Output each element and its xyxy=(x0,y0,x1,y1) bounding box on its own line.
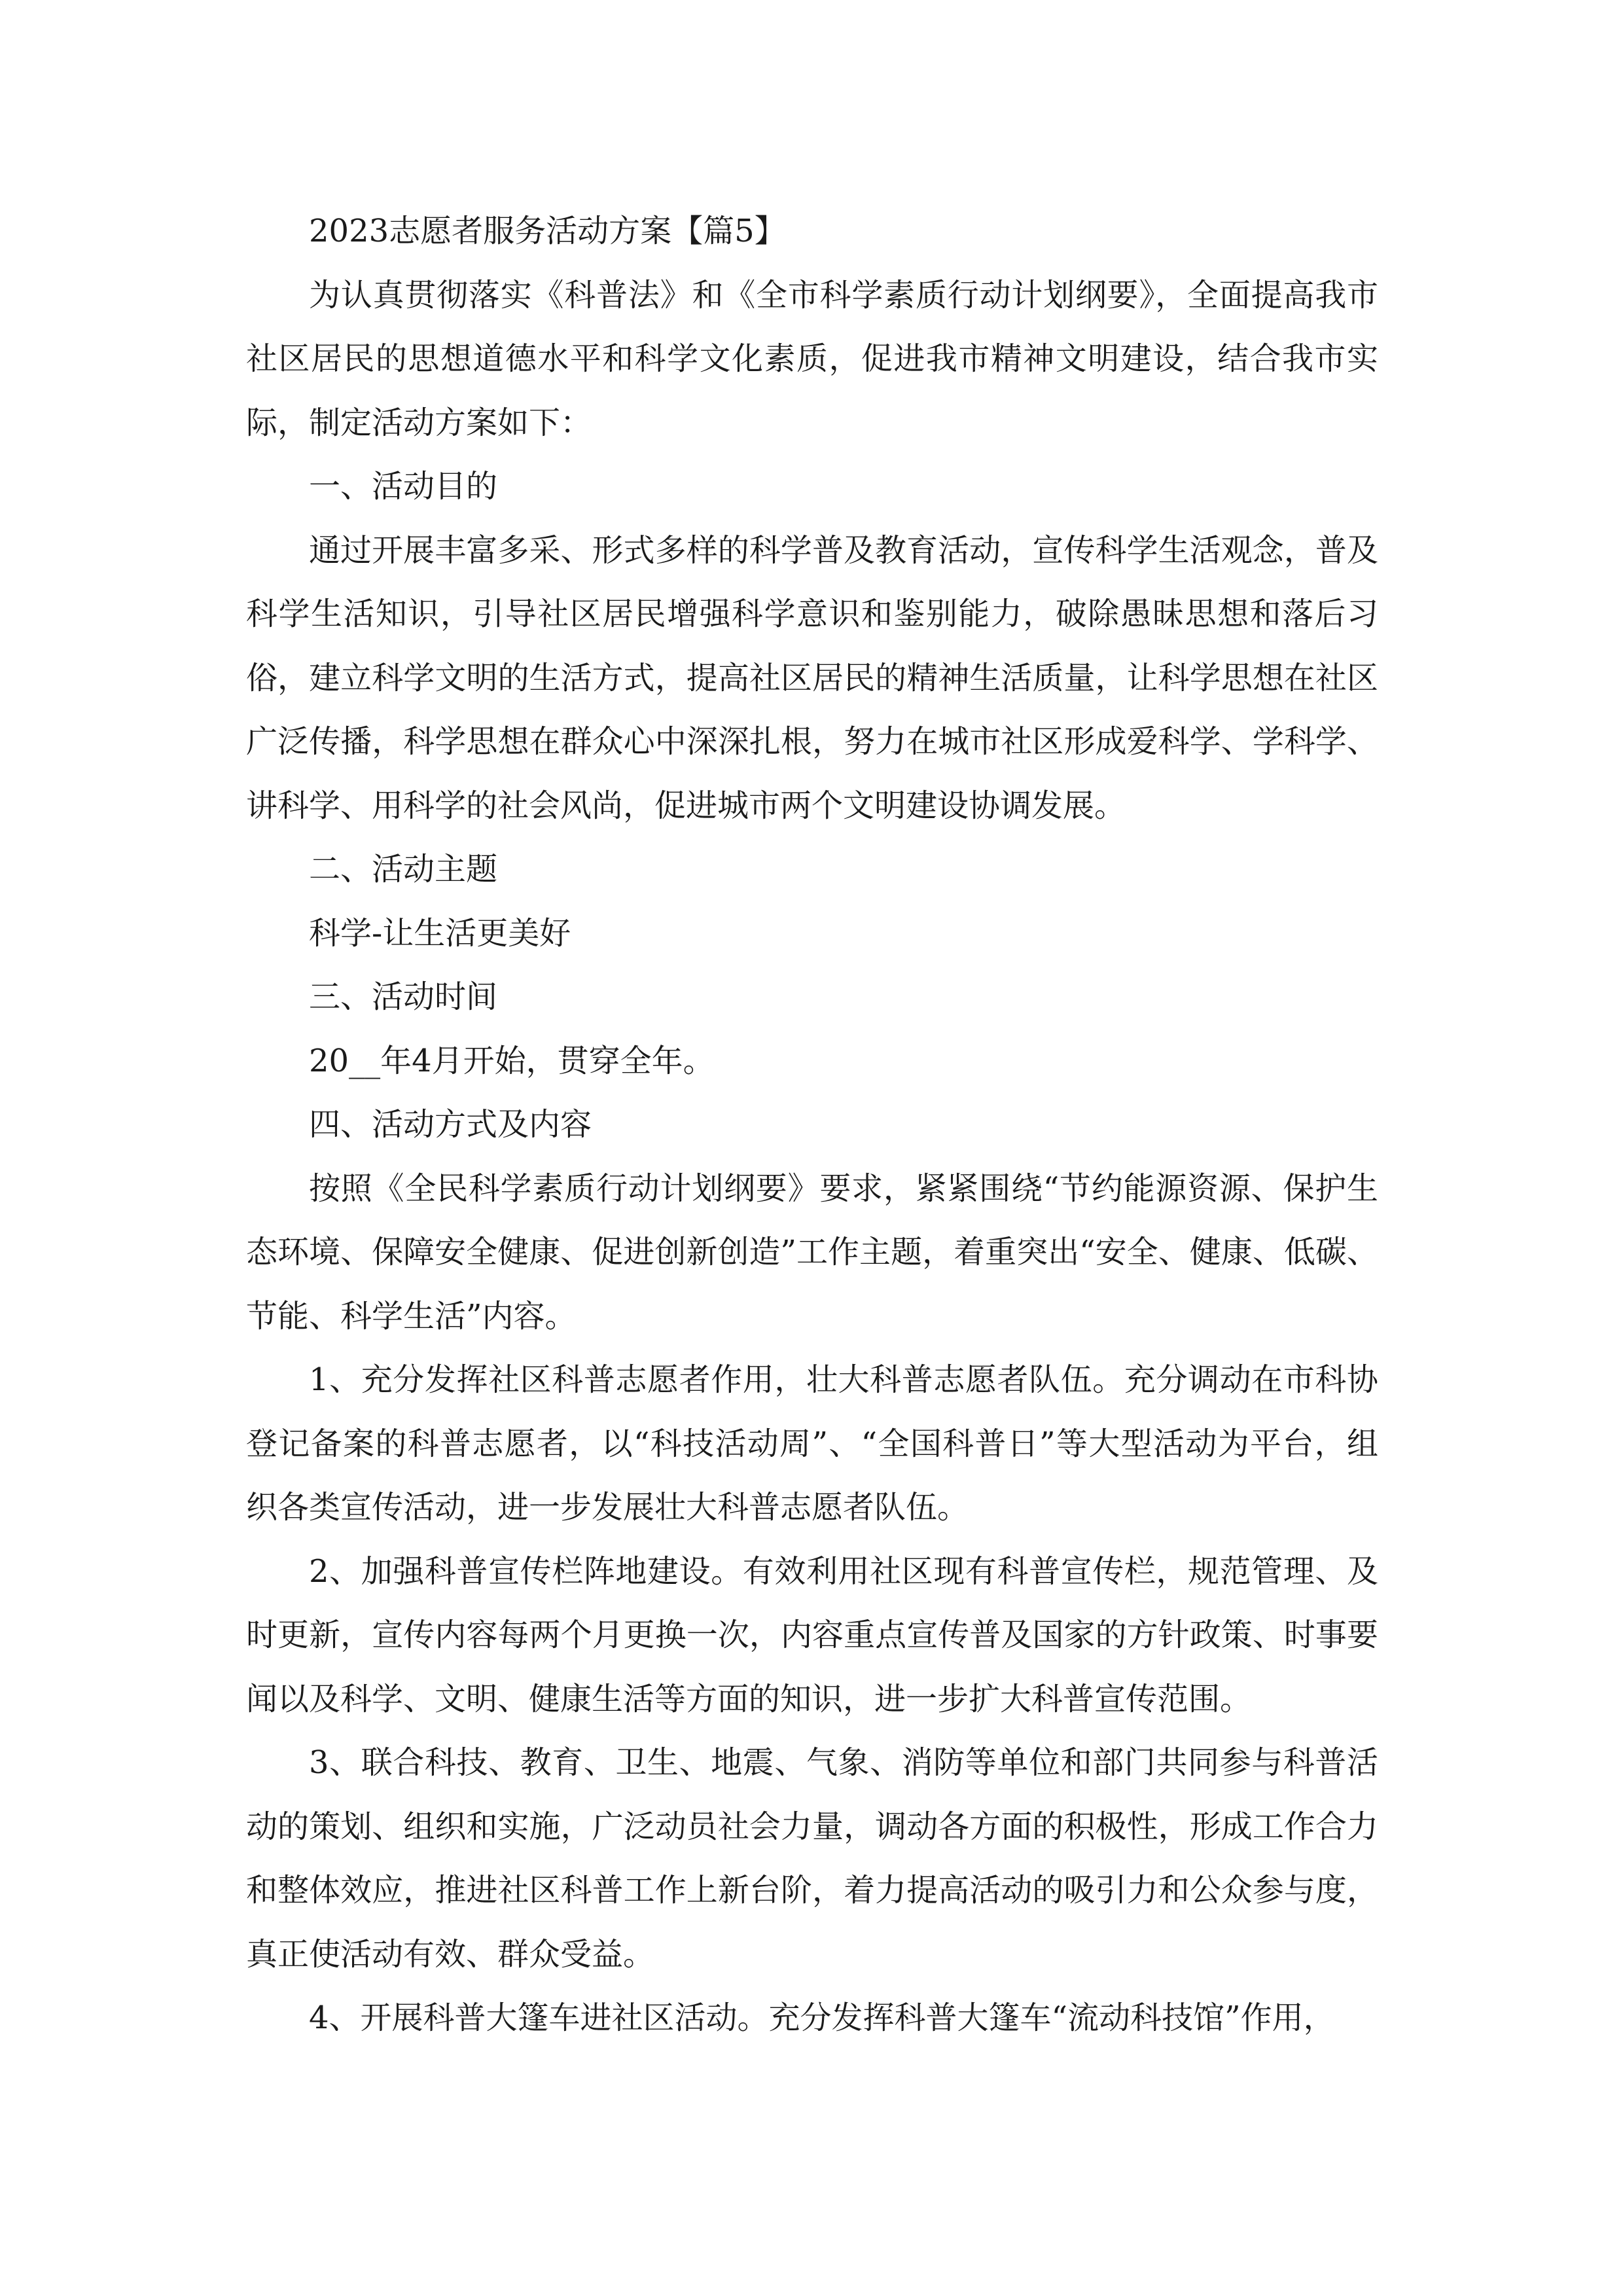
list-item-2: 2、加强科普宣传栏阵地建设。有效利用社区现有科普宣传栏，规范管理、及时更新，宣传内容每两个月更换一次，内容重点宣传普及国家的方针政策、时事要闻以及科学、文明、健康生活等方面的知识，进一步扩大科普宣传范围。 xyxy=(246,1552,1378,1717)
section-heading-theme: 二、活动主题 xyxy=(309,851,498,888)
document-title: 2023志愿者服务活动方案【篇5】 xyxy=(309,213,786,249)
document-body xyxy=(246,200,1378,2051)
list-item-1: 1、充分发挥社区科普志愿者作用，壮大科普志愿者队伍。充分调动在市科协登记备案的科普志愿者，以“科技活动周”、“全国科普日”等大型活动为平台，组织各类宣传活动，进一步发展壮大科普志愿者队伍。 xyxy=(246,1361,1378,1526)
section-heading-purpose: 一、活动目的 xyxy=(309,468,498,505)
list-item-4: 4、开展科普大篷车进社区活动。充分发挥科普大篷车“流动科技馆”作用， xyxy=(309,2000,1335,2036)
intro-paragraph: 为认真贯彻落实《科普法》和《全市科学素质行动计划纲要》，全面提高我市社区居民的思想道德水平和科学文化素质，促进我市精神文明建设，结合我市实际，制定活动方案如下： xyxy=(246,276,1378,441)
section-body-methods: 按照《全民科学素质行动计划纲要》要求，紧紧围绕“节约能源资源、保护生态环境、保障安全健康、促进创新创造”工作主题，着重突出“安全、健康、低碳、节能、科学生活”内容。 xyxy=(246,1170,1378,1335)
section-body-theme: 科学-让生活更美好 xyxy=(309,914,571,952)
section-body-purpose: 通过开展丰富多采、形式多样的科学普及教育活动，宣传科学生活观念，普及科学生活知识，引导社区居民增强科学意识和鉴别能力，破除愚昧思想和落后习俗，建立科学文明的生活方式，提高社区居民的精神生活质量，让科学思想在社区广泛传播，科学思想在群众心中深深扎根，努力在城市社区形成爱科学、学科学、讲科学、用科学的社会风尚，促进城市两个文明建设协调发展。 xyxy=(246,531,1378,824)
section-heading-time: 三、活动时间 xyxy=(309,978,498,1015)
section-heading-methods: 四、活动方式及内容 xyxy=(309,1106,592,1143)
list-item-3: 3、联合科技、教育、卫生、地震、气象、消防等单位和部门共同参与科普活动的策划、组织和实施，广泛动员社会力量，调动各方面的积极性，形成工作合力和整体效应，推进社区科普工作上新台阶，着力提高活动的吸引力和公众参与度，真正使活动有效、群众受益。 xyxy=(246,1744,1378,1973)
section-body-time: 20__年4月开始，贯穿全年。 xyxy=(309,1042,715,1079)
